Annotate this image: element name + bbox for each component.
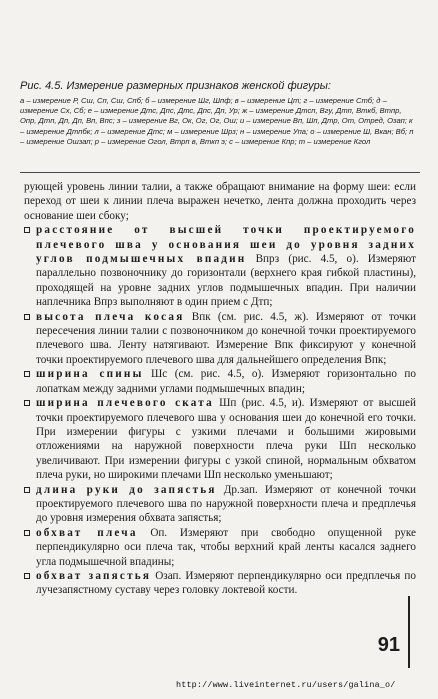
- item-term: обхват плеча: [36, 526, 138, 539]
- item-term: расстояние от высшей точки проектируемого плечевого шва у основания шеи до уровня задних углов подмышечных впадин: [36, 224, 416, 266]
- margin-bar: [408, 596, 410, 668]
- square-bullet-icon: [24, 530, 30, 536]
- watermark-url: http://www.liveinternet.ru/users/galina_o/: [176, 680, 396, 690]
- list-item: [24, 367, 416, 396]
- square-bullet-icon: [24, 227, 30, 233]
- list-item: [24, 310, 416, 368]
- caption-body: а – измерение Р, Сш, Сп, Сш, Спб; б – измерение Шг, Шпф; в – измерение Цт; г – измерение Стб; д – измерение Сх, Сб; е – измерение Дтс, Дпс, Дтс, Дпс, Дп, Ур; ж – измерение Дтсп, Вгу, Дтп, Вткб, Втпр, Опр, Дтп, Дп, Дп, Вп, Впс; з – измерение Вг, Ок, Ог, Ог, Ош; и – измерение Вп, Шп, Дтр, От, Отред, Озап; к – измерение Дтпбк; л – измерение Дтс; м – измерение Шрз; н – измерение Упа; о – измерение Ш, Вкан; Вб; п – измерение Ошзап; р – измерение Огол, Втрп в, Вткп э; с – измерение Кпр; т – измерение Кгол: [20, 96, 414, 146]
- item-term: высота плеча косая: [36, 310, 185, 323]
- list-item: [24, 223, 416, 309]
- item-text: Озап. Измеряют перпендикулярно оси предплечья по лучезапястному суставу через головку локтевой кости.: [36, 569, 416, 597]
- item-term: ширина плечевого ската: [36, 397, 214, 410]
- page-number: 91: [377, 634, 400, 656]
- square-bullet-icon: [24, 371, 30, 377]
- paragraph-continuation: рующей уровень линии талии, а также обращают внимание на форму шеи: если переход от шеи к линии плеча выражен нечетко, лента должна проходить через основание шеи сбоку;: [24, 181, 416, 222]
- square-bullet-icon: [24, 573, 30, 579]
- body-text: [24, 180, 416, 598]
- item-term: длина руки до запястья: [36, 483, 217, 496]
- item-text: Шс (см. рис. 4.5, о). Измеряют горизонтально по лопаткам между задними углами подмышечных впадин;: [36, 368, 416, 395]
- caption-title: Рис. 4.5. Измерение размерных признаков женской фигуры:: [20, 80, 331, 92]
- item-term: ширина спины: [36, 368, 144, 381]
- square-bullet-icon: [24, 400, 30, 406]
- item-text: Др.зап. Измеряют от конечной точки проектируемого плечевого шва по наружной поверхности плеча и предплечья до уровня измерения обхвата запястья;: [36, 483, 416, 525]
- figure-caption: [20, 80, 418, 147]
- item-text: Впк (см. рис. 4.5, ж). Измеряют от точки пересечения линии талии с позвоночником до конечной точки проектируемого плечевого шва. Ленту натягивают. Измерение Впк фиксируют у конечной точки проектируемого плечевого шва для дальнейшего определения Впк;: [36, 310, 417, 366]
- list-item: [24, 526, 416, 569]
- item-text: Оп. Измеряют при свободно опущенной руке перпендикулярно оси плеча так, чтобы верхний край ленты касался заднего угла подмышечной впадины;: [36, 526, 416, 568]
- square-bullet-icon: [24, 487, 30, 493]
- item-text: Впрз (рис. 4.5, о). Измеряют параллельно позвоночнику до горизонтали (верхнего края гибкой пластины), проходящей на уровне задних углов подмышечных впадин. При наличии наплечника Впрз выполняют в один прием с Дтп;: [36, 253, 416, 309]
- list-item: [24, 396, 416, 482]
- square-bullet-icon: [24, 314, 30, 320]
- item-term: обхват запястья: [36, 569, 152, 582]
- caption-divider: [20, 172, 420, 173]
- list-item: [24, 569, 416, 598]
- item-text: Шп (рис. 4.5, и). Измеряют от высшей точки проектируемого плечевого шва у основания шеи до конечной его точки. При измерении фигуры с узкими плечами и большими жировыми отложениями на наружной поверхности плеча руки Шп несколько увеличивают. При измерении фигуры с узкой спиной, нормальным обхватом плеча руки, но широкими плечами Шп несколько уменьшают;: [36, 397, 416, 482]
- list-item: [24, 483, 416, 526]
